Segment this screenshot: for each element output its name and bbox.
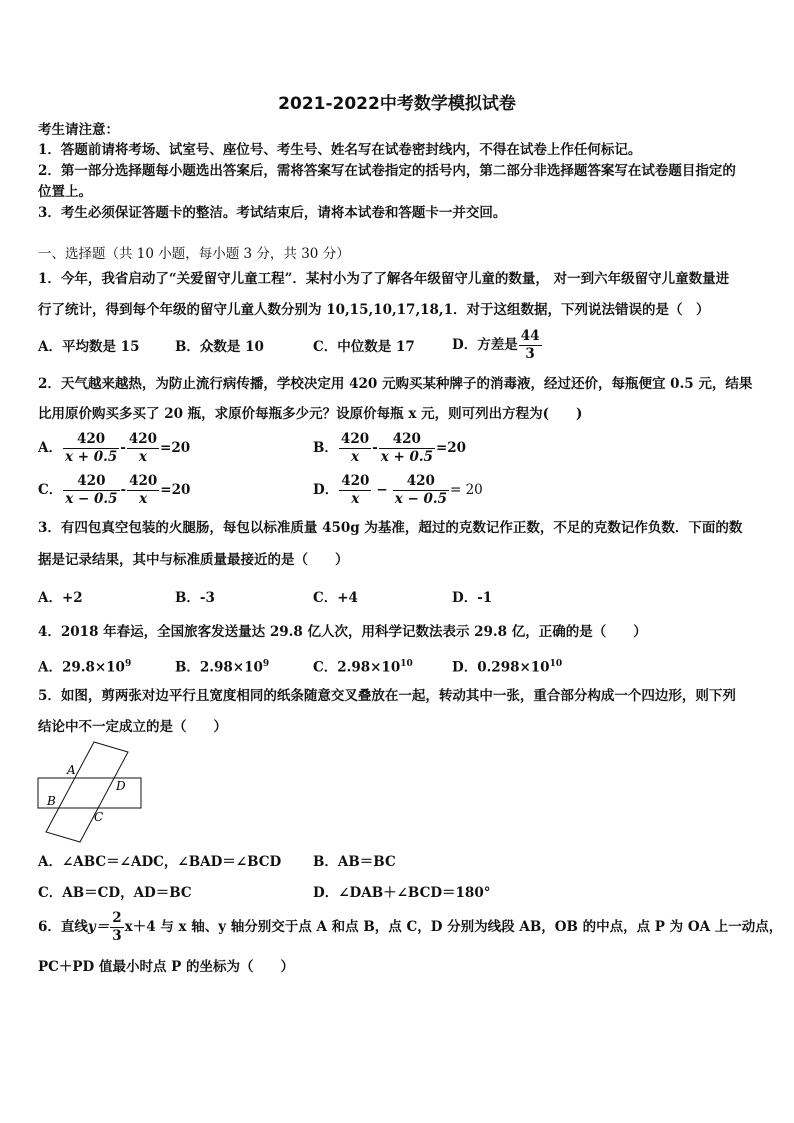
question-1-line-1: 1．今年，我省启动了“关爱留守儿童工程”．某村小为了了解各年级留守儿童的数量， 对一到六年级留守儿童数量进 (38, 271, 730, 287)
question-5-line-2: 结论中不一定成立的是（ ） (38, 719, 227, 735)
q6-expression: x＋4 与 x 轴、y 轴分别交于点 A 和点 B，点 C，D 分别为线段 AB，OB 的中点，点 P 为 OA 上一动点， (124, 919, 783, 935)
question-1-line-2: 行了统计，得到每个年级的留守儿童人数分别为 10,15,10,17,18,1．对于这组数据，下列说法错误的是（ ） (38, 302, 710, 318)
minus-sign: - (372, 440, 378, 456)
numerator: 420 (379, 431, 435, 449)
numerator: 420 (340, 431, 370, 447)
paper-strips-figure (36, 740, 148, 846)
q2-d-label: D． (313, 482, 339, 498)
q1-d-fraction (519, 328, 542, 363)
notice-item: 位置上。 (38, 184, 92, 200)
notice-heading: 考生请注意： (38, 122, 119, 138)
denominator: 3 (112, 928, 122, 944)
q4-option-d (452, 655, 562, 677)
q5-option-a: A．∠ABC＝∠ADC，∠BAD＝∠BCD (38, 854, 282, 870)
point-c-label: C (94, 810, 104, 824)
q2-a-frac-1 (63, 431, 119, 466)
q1-option-d-prefix: D．方差是 (452, 337, 518, 353)
q4-d-base: D．0.298×10 (452, 659, 550, 676)
q2-option-a (38, 431, 190, 466)
q2-option-c (38, 473, 190, 508)
q2-c-label: C． (38, 482, 63, 498)
q1-option-a: A．平均数是 15 (38, 339, 140, 355)
q2-option-b (313, 431, 466, 466)
minus-sign: - (120, 482, 127, 498)
question-2-line-2: 比用原价购买多买了 20 瓶，求原价每瓶多少元？设原价每瓶 x 元，则可列出方程为( ) (38, 406, 583, 422)
equals-20: =20 (435, 440, 467, 456)
denominator: x − 0.5 (65, 491, 118, 507)
q4-b-base: B．2.98×10 (175, 659, 263, 676)
q2-b-label: B． (313, 440, 338, 456)
q3-option-a: A．+2 (38, 590, 83, 606)
point-d-label: D (116, 779, 126, 793)
q4-a-base: A．29.8×10 (38, 659, 125, 676)
q5-option-c: C．AB＝CD，AD＝BC (38, 885, 192, 901)
q2-a-label: A． (38, 440, 62, 456)
denominator: x (351, 491, 360, 507)
numerator: 420 (129, 473, 158, 489)
question-3-line-2: 据是记录结果，其中与标准质量最接近的是（ ） (38, 552, 349, 568)
q3-option-b: B．-3 (175, 590, 215, 606)
q4-option-c (313, 655, 413, 677)
point-a-label: A (67, 763, 76, 777)
question-5-line-1: 5．如图，剪两张对边平行且宽度相同的纸条随意交叉叠放在一起，转动其中一张，重合部分构成一个四边形，则下列 (38, 688, 736, 704)
numerator: 420 (63, 431, 119, 449)
denominator: x + 0.5 (64, 449, 118, 465)
equals-20: =20 (160, 482, 191, 498)
q4-a-exponent: 9 (124, 659, 132, 669)
denominator: x (350, 449, 360, 465)
q2-c-frac-1 (63, 473, 119, 508)
minus-sign: - (120, 440, 126, 456)
numerator: 2 (112, 910, 122, 926)
numerator: 420 (341, 473, 370, 489)
q4-b-exponent: 9 (262, 659, 270, 669)
numerator: 420 (128, 431, 158, 447)
minus-sign: − (376, 482, 388, 498)
q2-option-d (313, 473, 483, 508)
question-2-line-1: 2．天气越来越热，为防止流行病传播，学校决定用 420 元购买某种牌子的消毒液，经过还价，每瓶便宜 0.5 元，结果 (38, 376, 753, 392)
q4-c-base: C．2.98×10 (313, 659, 401, 676)
q1-option-d (452, 328, 543, 363)
denominator: x + 0.5 (380, 449, 433, 465)
q1-option-c: C．中位数是 17 (313, 339, 415, 355)
q2-a-frac-2 (127, 431, 159, 466)
q4-option-b (175, 655, 269, 677)
question-6-line-2: PC＋PD 值最小时点 P 的坐标为（ ） (38, 959, 295, 975)
denominator: x (138, 449, 147, 465)
q5-option-d: D．∠DAB＋∠BCD＝180° (313, 885, 491, 901)
q6-prefix: 6．直线 (38, 919, 88, 935)
q2-d-frac-2 (393, 473, 449, 508)
q3-option-d: D．-1 (452, 590, 493, 606)
q4-option-a (38, 655, 131, 677)
q6-slope-fraction (110, 910, 123, 945)
question-3-line-1: 3．有四包真空包装的火腿肠，每包以标准质量 450g 为基准，超过的克数记作正数，不足的克数记作负数．下面的数 (38, 520, 743, 536)
point-b-label: B (47, 794, 56, 808)
q1-option-b: B．众数是 10 (175, 339, 264, 355)
question-4-line-1: 4．2018 年春运，全国旅客发送量达 29.8 亿人次，用科学记数法表示 29.8 亿，正确的是（ ） (38, 624, 647, 640)
q5-option-b: B．AB＝BC (313, 854, 396, 870)
q2-c-frac-2 (127, 473, 159, 508)
q1-d-numerator: 44 (520, 328, 540, 344)
q4-d-exponent: 10 (549, 659, 563, 669)
equals-20: =20 (160, 440, 191, 456)
notice-item: 1．答题前请将考场、试室号、座位号、考生号、姓名写在试卷密封线内，不得在试卷上作任何标记。 (38, 142, 642, 158)
q6-y-equals: y＝ (87, 919, 110, 935)
notice-item: 3．考生必须保证答题卡的整洁。考试结束后，请将本试卷和答题卡一并交回。 (38, 205, 507, 221)
notice-item: 2．第一部分选择题每小题选出答案后，需将答案写在试卷指定的括号内，第二部分非选择题答案写在试卷题目指定的 (38, 163, 736, 179)
q4-c-exponent: 10 (400, 659, 413, 669)
q2-b-frac-2 (379, 431, 435, 466)
question-6-line-1 (38, 910, 782, 945)
q3-option-c: C．+4 (313, 590, 358, 606)
exam-title: 2021-2022中考数学模拟试卷 (278, 94, 516, 114)
numerator: 420 (63, 473, 119, 491)
q1-d-denominator: 3 (525, 346, 535, 362)
denominator: x (139, 491, 148, 507)
denominator: x − 0.5 (394, 491, 447, 507)
section-heading: 一、选择题（共 10 小题，每小题 3 分，共 30 分） (38, 246, 350, 262)
numerator: 420 (393, 473, 449, 491)
equals-20: = 20 (449, 482, 483, 498)
q2-b-frac-1 (339, 431, 371, 466)
q2-d-frac-1 (339, 473, 371, 508)
